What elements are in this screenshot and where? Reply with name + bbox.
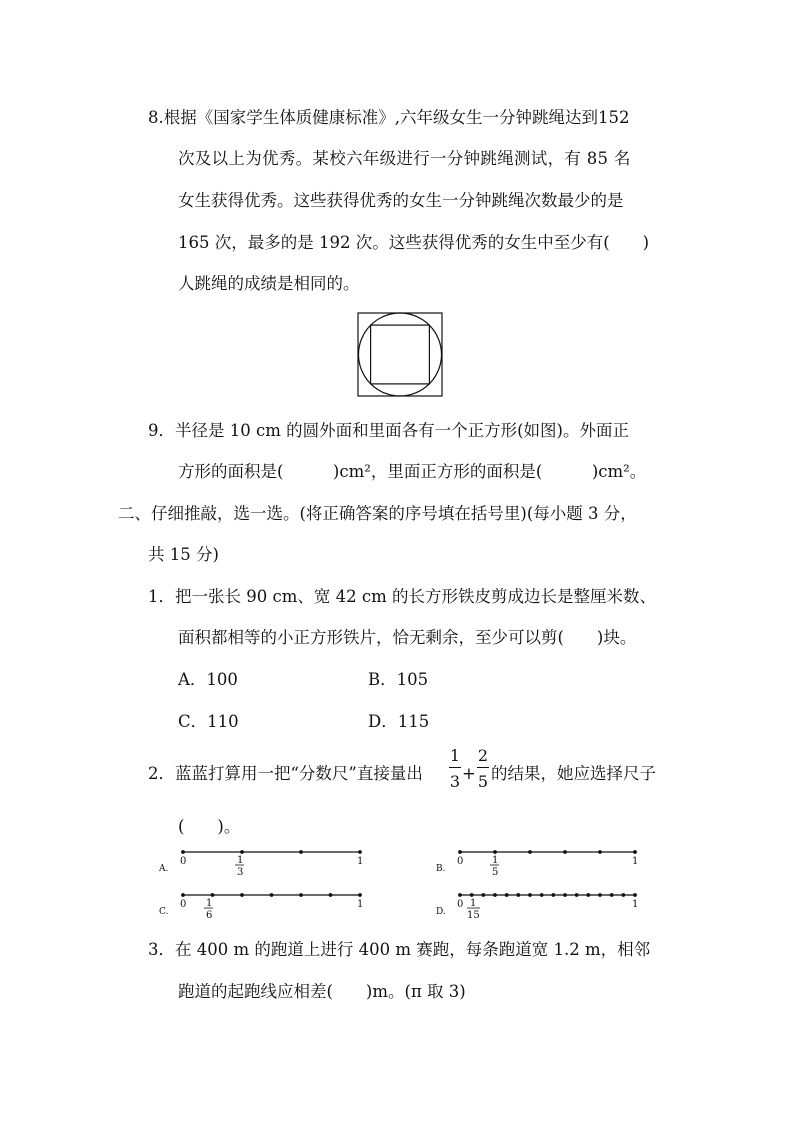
ruler-division-dot xyxy=(299,893,303,897)
q9-line-2: 方形的面积是( )cm²，里面正方形的面积是( )cm²。 xyxy=(178,462,647,481)
ruler-division-dot xyxy=(240,850,244,854)
ruler-division-dot xyxy=(633,893,637,897)
circle-squares-figure xyxy=(357,312,445,398)
s2q1-option-c: C．110 xyxy=(178,712,239,731)
ruler-a-label: A. xyxy=(159,864,169,874)
ruler-division-dot xyxy=(563,893,567,897)
ruler-d-one: 1 xyxy=(632,899,639,910)
ruler-a-zero: 0 xyxy=(180,856,187,867)
ruler-d xyxy=(436,893,638,921)
inner-square xyxy=(371,325,430,384)
ruler-division-dot xyxy=(528,893,532,897)
s2q3-line-1: 3．在 400 m 的跑道上进行 400 m 赛跑，每条跑道宽 1.2 m，相邻 xyxy=(148,940,651,959)
fraction-1-bar xyxy=(449,767,461,768)
ruler-a-mark-den: 3 xyxy=(237,867,244,878)
ruler-division-dot xyxy=(586,893,590,897)
ruler-c-mark-num: 1 xyxy=(206,898,213,909)
section-2-heading: 二、仔细推敲，选一选。(将正确答案的序号填在括号里)(每小题 3 分， xyxy=(118,504,637,523)
ruler-division-dot xyxy=(621,893,625,897)
ruler-c-label: C. xyxy=(159,907,169,917)
ruler-d-mark-den: 15 xyxy=(467,910,480,921)
q8-line-3: 女生获得优秀。这些获得优秀的女生一分钟跳绳次数最少的是 xyxy=(178,191,624,210)
ruler-d-zero: 0 xyxy=(457,899,464,910)
ruler-d-mark-num: 1 xyxy=(470,898,477,909)
ruler-division-dot xyxy=(211,893,215,897)
ruler-division-dot xyxy=(551,893,555,897)
s2q2-line-1-before: 2．蓝蓝打算用一把“分数尺”直接量出 xyxy=(148,764,423,783)
ruler-b-zero: 0 xyxy=(457,856,464,867)
ruler-b xyxy=(436,850,638,878)
s2q1-option-b: B．105 xyxy=(368,670,429,689)
ruler-division-dot xyxy=(540,893,544,897)
s2q1-line-2: 面积都相等的小正方形铁片，恰无剩余，至少可以剪( )块。 xyxy=(178,628,637,647)
ruler-b-label: B. xyxy=(436,864,446,874)
fraction-2-bar xyxy=(477,767,489,768)
s2q2-line-1-after: 的结果，她应选择尺子 xyxy=(491,764,656,783)
ruler-c xyxy=(159,893,363,921)
fraction-rulers-figure xyxy=(150,842,650,922)
ruler-division-dot xyxy=(358,850,362,854)
ruler-division-dot xyxy=(575,893,579,897)
ruler-division-dot xyxy=(563,850,567,854)
ruler-division-dot xyxy=(493,850,497,854)
fraction-2-denominator: 5 xyxy=(477,772,489,791)
ruler-division-dot xyxy=(598,850,602,854)
ruler-d-label: D. xyxy=(436,907,446,917)
ruler-division-dot xyxy=(528,850,532,854)
ruler-division-dot xyxy=(516,893,520,897)
ruler-b-mark-den: 5 xyxy=(492,867,499,878)
ruler-division-dot xyxy=(329,893,333,897)
ruler-b-mark-num: 1 xyxy=(492,855,499,866)
plus-sign: + xyxy=(462,764,476,783)
ruler-b-one: 1 xyxy=(632,856,639,867)
ruler-division-dot xyxy=(240,893,244,897)
ruler-division-dot xyxy=(358,893,362,897)
ruler-division-dot xyxy=(458,893,462,897)
section-2-heading-cont: 共 15 分) xyxy=(148,545,219,564)
ruler-division-dot xyxy=(481,893,485,897)
ruler-a-mark-num: 1 xyxy=(237,855,244,866)
ruler-a xyxy=(158,850,363,878)
q8-line-2: 次及以上为优秀。某校六年级进行一分钟跳绳测试，有 85 名 xyxy=(178,149,631,168)
s2q1-line-1: 1．把一张长 90 cm、宽 42 cm 的长方形铁皮剪成边长是整厘米数、 xyxy=(148,587,656,606)
ruler-c-mark-den: 6 xyxy=(206,910,213,921)
ruler-c-one: 1 xyxy=(357,899,364,910)
q8-line-5: 人跳绳的成绩是相同的。 xyxy=(178,274,360,293)
q8-line-1: 8.根据《国家学生体质健康标准》,六年级女生一分钟跳绳达到152 xyxy=(148,108,630,127)
ruler-division-dot xyxy=(181,893,185,897)
ruler-division-dot xyxy=(299,850,303,854)
ruler-division-dot xyxy=(270,893,274,897)
q9-line-1: 9．半径是 10 cm 的圆外面和里面各有一个正方形(如图)。外面正 xyxy=(148,421,629,440)
ruler-c-zero: 0 xyxy=(180,899,187,910)
ruler-division-dot xyxy=(181,850,185,854)
ruler-a-one: 1 xyxy=(357,856,364,867)
ruler-division-dot xyxy=(493,893,497,897)
ruler-division-dot xyxy=(633,850,637,854)
s2q1-option-a: A．100 xyxy=(178,670,238,689)
s2q2-line-2: ( )。 xyxy=(178,817,241,836)
ruler-division-dot xyxy=(470,893,474,897)
fraction-2-numerator: 2 xyxy=(477,746,489,765)
ruler-division-dot xyxy=(505,893,509,897)
fraction-1-numerator: 1 xyxy=(449,746,461,765)
ruler-division-dot xyxy=(458,850,462,854)
ruler-division-dot xyxy=(598,893,602,897)
fraction-1-denominator: 3 xyxy=(449,772,461,791)
ruler-division-dot xyxy=(610,893,614,897)
q8-line-4: 165 次，最多的是 192 次。这些获得优秀的女生中至少有( ) xyxy=(178,233,650,252)
s2q1-option-d: D．115 xyxy=(368,712,430,731)
s2q3-line-2: 跑道的起跑线应相差( )m。(π 取 3) xyxy=(178,982,466,1001)
